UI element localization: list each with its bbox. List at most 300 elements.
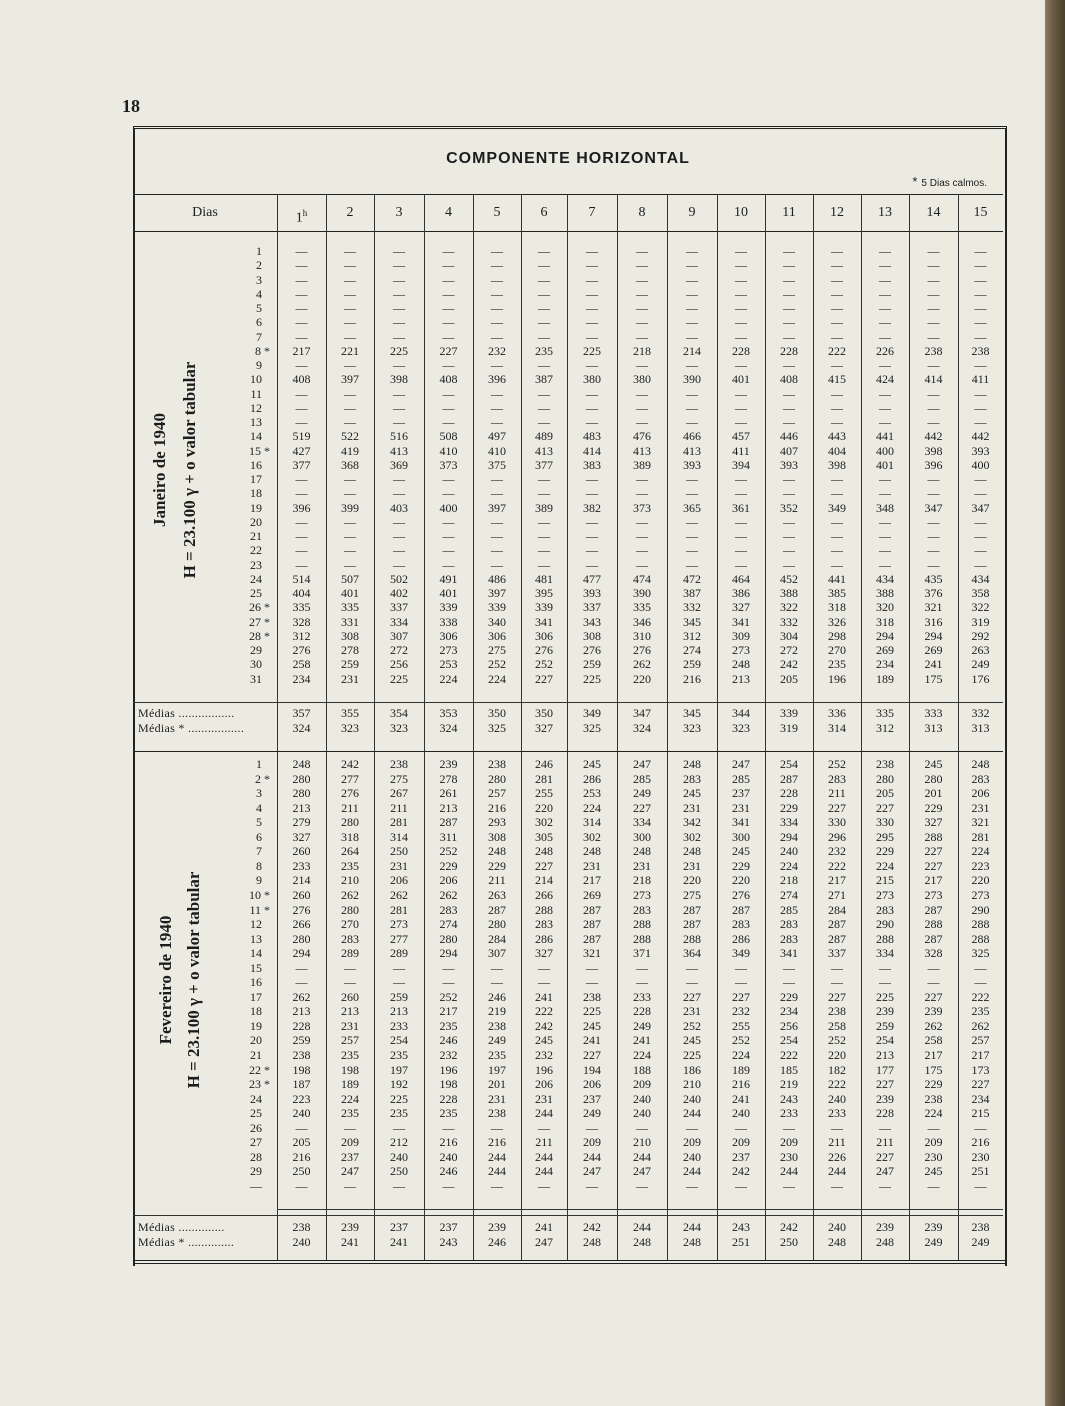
table-cell: 235 xyxy=(828,657,846,672)
table-cell: 247 xyxy=(876,1164,894,1179)
table-cell: 245 xyxy=(732,844,750,859)
table-cell: — xyxy=(927,472,940,486)
table-cell: — xyxy=(344,301,356,315)
table-cell: — xyxy=(586,258,598,273)
table-cell: — xyxy=(686,472,698,486)
table-cell: — xyxy=(974,415,987,429)
day-number: 15 * xyxy=(249,443,270,458)
table-cell: 211 xyxy=(535,1135,553,1150)
table-cell: 257 xyxy=(971,1033,990,1048)
table-cell: 238 xyxy=(828,1004,846,1019)
day-number: 19 xyxy=(250,500,262,515)
table-cell: — xyxy=(295,486,308,501)
day-number: 24 xyxy=(250,1091,262,1106)
table-cell: — xyxy=(344,486,356,501)
table-cell: — xyxy=(735,244,747,258)
day-number: 13 xyxy=(250,415,262,429)
table-cell: 397 xyxy=(341,372,359,387)
table-cell: 340 xyxy=(488,614,506,629)
table-cell: — xyxy=(879,1178,891,1193)
table-cell: 404 xyxy=(292,586,311,600)
table-cell: — xyxy=(831,301,843,315)
table-cell: 327 xyxy=(732,600,750,615)
table-cell: — xyxy=(686,272,698,287)
table-cell: — xyxy=(686,258,698,273)
table-cell: 252 xyxy=(439,844,458,859)
day-number: 28 xyxy=(250,1149,262,1164)
table-cell: 224 xyxy=(971,844,990,859)
formula-title-1: H = 23.100 γ + o valor tabular xyxy=(184,871,203,1089)
table-cell: 307 xyxy=(488,946,506,961)
medias-value: 344 xyxy=(732,706,750,720)
table-cell: 235 xyxy=(341,1106,359,1121)
table-cell: — xyxy=(686,386,698,401)
day-number: 11 xyxy=(250,386,262,401)
table-cell: 262 xyxy=(633,657,651,672)
table-cell: 218 xyxy=(633,873,651,888)
day-number: 25 xyxy=(250,1106,262,1121)
table-cell: — xyxy=(344,386,356,401)
table-cell: — xyxy=(538,514,550,529)
table-cell: — xyxy=(636,486,648,501)
table-cell: — xyxy=(295,386,308,401)
table-cell: — xyxy=(636,472,648,486)
table-cell: 209 xyxy=(683,1135,701,1150)
table-cell: 394 xyxy=(732,457,750,472)
table-cell: 401 xyxy=(876,457,894,472)
table-cell: 341 xyxy=(732,815,750,830)
table-cell: — xyxy=(831,286,843,301)
table-cell: — xyxy=(879,386,891,401)
table-cell: 442 xyxy=(971,429,990,444)
table-cell: — xyxy=(393,486,405,501)
table-cell: 288 xyxy=(633,917,651,932)
table-cell: 264 xyxy=(341,844,359,859)
table-cell: — xyxy=(586,329,598,344)
table-cell: — xyxy=(927,386,940,401)
table-cell: — xyxy=(974,486,987,501)
medias-value: 241 xyxy=(535,1220,553,1234)
table-cell: 244 xyxy=(633,1149,651,1164)
table-cell: — xyxy=(586,514,598,529)
table-cell: 206 xyxy=(583,1077,601,1092)
table-cell: — xyxy=(442,301,455,315)
table-cell: 287 xyxy=(583,902,601,917)
table-cell: 298 xyxy=(828,628,846,643)
table-cell: — xyxy=(831,386,843,401)
table-cell: 273 xyxy=(633,887,651,902)
table-cell: 217 xyxy=(924,873,943,888)
table-cell: 434 xyxy=(971,571,990,586)
day-number: 29 xyxy=(250,643,262,657)
hour-header-6: 6 xyxy=(540,205,548,220)
table-cell: 288 xyxy=(633,931,651,946)
table-cell: 224 xyxy=(583,800,601,815)
table-cell: 346 xyxy=(633,614,651,629)
medias-star-label: Médias * .............. xyxy=(138,1235,235,1249)
table-cell: 242 xyxy=(535,1018,553,1033)
table-cell: 300 xyxy=(732,829,750,844)
table-cell: 318 xyxy=(341,829,359,844)
medias-star-value: 248 xyxy=(683,1235,701,1249)
table-cell: — xyxy=(927,315,940,330)
table-cell: 248 xyxy=(683,757,701,771)
table-cell: — xyxy=(491,514,503,529)
table-cell: 497 xyxy=(488,429,506,444)
table-cell: — xyxy=(538,543,550,558)
table-cell: 227 xyxy=(876,1149,894,1164)
table-cell: — xyxy=(344,1120,356,1135)
table-cell: 283 xyxy=(971,771,990,786)
table-cell: 211 xyxy=(390,800,408,815)
table-cell: 287 xyxy=(828,931,846,946)
table-cell: 225 xyxy=(683,1048,701,1062)
table-cell: 349 xyxy=(732,946,750,961)
day-number: 26 xyxy=(250,1120,262,1135)
table-cell: 201 xyxy=(488,1077,506,1092)
table-cell: 263 xyxy=(971,643,990,657)
day-number: 9 xyxy=(256,358,262,372)
table-cell: 289 xyxy=(341,946,359,961)
table-cell: 176 xyxy=(971,671,990,686)
table-cell: — xyxy=(586,272,598,287)
table-cell: 252 xyxy=(683,1018,701,1033)
table-cell: 233 xyxy=(828,1106,846,1121)
medias-star-value: 248 xyxy=(633,1235,651,1249)
table-cell: — xyxy=(927,529,940,543)
table-cell: 227 xyxy=(876,1077,894,1092)
table-cell: 240 xyxy=(683,1149,701,1164)
table-cell: 228 xyxy=(732,343,750,358)
table-cell: 327 xyxy=(535,946,553,961)
table-cell: — xyxy=(927,329,940,344)
table-cell: — xyxy=(295,244,308,258)
table-cell: — xyxy=(927,486,940,501)
table-cell: 249 xyxy=(488,1033,506,1048)
table-cell: — xyxy=(783,386,795,401)
table-cell: 280 xyxy=(488,771,506,786)
table-cell: 228 xyxy=(633,1004,651,1019)
table-cell: 206 xyxy=(390,873,408,888)
table-cell: 358 xyxy=(971,586,990,600)
table-cell: 280 xyxy=(292,771,311,786)
table-cell: 327 xyxy=(924,815,943,830)
table-cell: — xyxy=(974,244,987,258)
table-cell: — xyxy=(636,244,648,258)
medias-star-value: 241 xyxy=(390,1235,408,1249)
table-cell: 224 xyxy=(924,1106,943,1121)
table-cell: 330 xyxy=(828,815,846,830)
table-cell: 287 xyxy=(488,902,506,917)
table-cell: — xyxy=(686,358,698,372)
table-cell: 272 xyxy=(780,643,798,657)
table-cell: 260 xyxy=(292,887,311,902)
table-cell: — xyxy=(491,329,503,344)
table-cell: 347 xyxy=(971,500,990,515)
table-cell: 240 xyxy=(292,1106,311,1121)
medias-value: 339 xyxy=(780,706,798,720)
medias-value: 336 xyxy=(828,706,846,720)
table-cell: 240 xyxy=(633,1091,651,1106)
table-cell: 404 xyxy=(828,443,846,458)
table-cell: — xyxy=(491,272,503,287)
section-0-medias-rule xyxy=(133,702,1003,703)
day-number: 8 xyxy=(256,858,262,873)
day-number: 14 xyxy=(250,429,262,444)
table-cell: — xyxy=(927,415,940,429)
table-cell: — xyxy=(393,557,405,572)
table-cell: — xyxy=(491,529,503,543)
table-cell: 228 xyxy=(292,1018,311,1033)
table-cell: — xyxy=(295,315,308,330)
hour-header-8: 8 xyxy=(638,205,646,220)
table-cell: — xyxy=(295,1120,308,1135)
month-title-1: Fevereiro de 1940 xyxy=(156,915,175,1045)
table-cell: 334 xyxy=(633,815,651,830)
table-cell: — xyxy=(344,472,356,486)
table-cell: — xyxy=(344,543,356,558)
table-cell: 259 xyxy=(390,989,408,1004)
table-cell: 486 xyxy=(488,571,506,586)
table-cell: 284 xyxy=(488,931,506,946)
table-cell: — xyxy=(442,244,455,258)
table-cell: 224 xyxy=(732,1048,750,1062)
table-cell: — xyxy=(974,543,987,558)
table-cell: 278 xyxy=(341,643,359,657)
table-cell: 248 xyxy=(488,844,506,859)
table-cell: — xyxy=(586,1120,598,1135)
table-cell: 276 xyxy=(633,643,651,657)
table-cell: 223 xyxy=(971,858,990,873)
medias-star-value: 246 xyxy=(488,1235,506,1249)
table-cell: 257 xyxy=(488,786,506,801)
table-cell: — xyxy=(831,258,843,273)
medias-star-value: 312 xyxy=(876,721,894,735)
table-cell: 244 xyxy=(583,1149,601,1164)
table-cell: 198 xyxy=(439,1077,458,1092)
table-cell: — xyxy=(442,286,455,301)
table-cell: — xyxy=(538,358,550,372)
table-cell: 388 xyxy=(876,586,894,600)
table-cell: — xyxy=(344,960,356,975)
hour-header-suffix: h xyxy=(302,208,308,218)
table-cell: 227 xyxy=(633,800,651,815)
table-cell: 361 xyxy=(732,500,750,515)
table-cell: — xyxy=(831,486,843,501)
hour-header-11: 11 xyxy=(782,205,796,220)
table-cell: 411 xyxy=(971,372,990,387)
day-number: — xyxy=(250,1178,262,1193)
table-cell: 312 xyxy=(683,628,701,643)
table-cell: 225 xyxy=(583,1004,601,1019)
table-cell: 233 xyxy=(633,989,651,1004)
table-cell: 285 xyxy=(732,771,750,786)
table-cell: — xyxy=(735,415,747,429)
february-last-rule xyxy=(277,1209,1003,1210)
table-cell: 335 xyxy=(292,600,311,615)
table-cell: — xyxy=(442,975,455,990)
table-cell: 400 xyxy=(439,500,458,515)
table-cell: — xyxy=(879,1120,891,1135)
table-cell: 266 xyxy=(292,917,311,932)
table-cell: — xyxy=(879,514,891,529)
table-cell: — xyxy=(344,975,356,990)
table-cell: — xyxy=(879,486,891,501)
table-cell: 281 xyxy=(390,902,408,917)
table-cell: 294 xyxy=(780,829,798,844)
table-cell: 213 xyxy=(732,671,750,686)
table-cell: 427 xyxy=(292,443,311,458)
medias-star-value: 324 xyxy=(439,721,458,735)
medias-star-value: 323 xyxy=(341,721,359,735)
table-cell: — xyxy=(393,386,405,401)
table-cell: 377 xyxy=(292,457,311,472)
table-cell: 309 xyxy=(732,628,750,643)
table-cell: 214 xyxy=(535,873,553,888)
medias-value: 350 xyxy=(488,706,506,720)
table-cell: 209 xyxy=(341,1135,359,1150)
table-cell: 238 xyxy=(488,1018,506,1033)
table-cell: 229 xyxy=(780,800,798,815)
table-cell: 225 xyxy=(876,989,894,1004)
table-cell: — xyxy=(879,272,891,287)
table-cell: 234 xyxy=(876,657,894,672)
table-cell: 287 xyxy=(924,931,943,946)
table-cell: 225 xyxy=(390,1091,408,1106)
table-cell: 393 xyxy=(780,457,798,472)
table-cell: 248 xyxy=(292,757,311,771)
table-cell: 243 xyxy=(780,1091,798,1106)
table-cell: 244 xyxy=(535,1164,553,1179)
table-cell: 252 xyxy=(732,1033,750,1048)
table-cell: — xyxy=(393,244,405,258)
table-cell: — xyxy=(442,258,455,273)
table-cell: 322 xyxy=(971,600,990,615)
table-cell: 337 xyxy=(390,600,408,615)
table-cell: — xyxy=(974,272,987,287)
table-cell: 252 xyxy=(488,657,506,672)
table-cell: 227 xyxy=(732,989,750,1004)
table-cell: — xyxy=(783,272,795,287)
table-cell: 209 xyxy=(633,1077,651,1092)
table-cell: — xyxy=(442,400,455,415)
table-cell: 214 xyxy=(292,873,311,888)
month-title-0: Janeiro de 1940 xyxy=(150,413,169,527)
table-cell: 213 xyxy=(876,1048,894,1062)
table-cell: 241 xyxy=(583,1033,601,1048)
table-cell: 218 xyxy=(780,873,798,888)
medias-label: Médias .............. xyxy=(138,1220,225,1234)
table-cell: 247 xyxy=(633,1164,651,1179)
table-cell: 255 xyxy=(732,1018,750,1033)
table-cell: — xyxy=(538,272,550,287)
table-cell: — xyxy=(974,514,987,529)
day-number: 17 xyxy=(250,989,262,1004)
table-cell: — xyxy=(491,960,503,975)
table-cell: 235 xyxy=(390,1106,408,1121)
table-cell: 310 xyxy=(633,628,651,643)
table-cell: — xyxy=(295,400,308,415)
day-number: 10 * xyxy=(249,887,270,902)
day-number: 6 xyxy=(256,315,262,330)
day-number: 3 xyxy=(256,272,262,287)
table-cell: 173 xyxy=(971,1062,990,1077)
table-cell: — xyxy=(393,272,405,287)
table-cell: — xyxy=(927,400,940,415)
table-cell: 197 xyxy=(390,1062,408,1077)
table-cell: 211 xyxy=(828,1135,846,1150)
table-cell: 342 xyxy=(683,815,701,830)
table-cell: — xyxy=(735,272,747,287)
table-cell: 452 xyxy=(780,571,798,586)
table-cell: 239 xyxy=(924,1004,943,1019)
table-cell: 283 xyxy=(732,917,750,932)
table-cell: 396 xyxy=(924,457,943,472)
table-cell: 233 xyxy=(390,1018,408,1033)
table-cell: 283 xyxy=(780,931,798,946)
table-cell: 253 xyxy=(583,786,601,801)
table-cell: — xyxy=(783,301,795,315)
table-cell: — xyxy=(538,315,550,330)
table-cell: — xyxy=(442,472,455,486)
table-cell: 400 xyxy=(876,443,894,458)
table-cell: 251 xyxy=(971,1164,990,1179)
table-cell: 227 xyxy=(683,989,701,1004)
table-cell: — xyxy=(442,557,455,572)
table-cell: 341 xyxy=(732,614,750,629)
table-cell: — xyxy=(686,1120,698,1135)
table-cell: — xyxy=(586,386,598,401)
medias-value: 355 xyxy=(341,706,359,720)
day-number: 1 xyxy=(256,244,262,258)
table-cell: 266 xyxy=(535,887,553,902)
table-cell: 280 xyxy=(488,917,506,932)
table-cell: — xyxy=(491,400,503,415)
table-cell: 398 xyxy=(828,457,846,472)
table-cell: — xyxy=(393,1178,405,1193)
table-cell: 276 xyxy=(292,643,311,657)
table-cell: — xyxy=(974,472,987,486)
table-cell: 283 xyxy=(633,902,651,917)
table-cell: 229 xyxy=(780,989,798,1004)
table-cell: 349 xyxy=(828,500,846,515)
table-cell: 339 xyxy=(535,600,553,615)
table-cell: 277 xyxy=(341,771,359,786)
table-cell: — xyxy=(879,529,891,543)
table-cell: — xyxy=(538,258,550,273)
table-cell: 231 xyxy=(341,1018,359,1033)
table-cell: 338 xyxy=(439,614,458,629)
table-cell: 328 xyxy=(924,946,943,961)
table-cell: — xyxy=(735,258,747,273)
table-cell: 267 xyxy=(390,786,408,801)
table-cell: 182 xyxy=(828,1062,846,1077)
table-cell: 319 xyxy=(971,614,990,629)
table-cell: 373 xyxy=(633,500,651,515)
table-cell: — xyxy=(927,1120,940,1135)
table-cell: — xyxy=(927,301,940,315)
table-cell: — xyxy=(393,960,405,975)
table-cell: — xyxy=(636,514,648,529)
table-cell: 280 xyxy=(292,786,311,801)
day-number: 20 xyxy=(250,1033,262,1048)
table-cell: 227 xyxy=(924,989,943,1004)
table-cell: 234 xyxy=(780,1004,798,1019)
table-cell: 277 xyxy=(390,931,408,946)
table-cell: 364 xyxy=(683,946,701,961)
table-cell: 229 xyxy=(732,858,750,873)
table-cell: 288 xyxy=(924,917,943,932)
